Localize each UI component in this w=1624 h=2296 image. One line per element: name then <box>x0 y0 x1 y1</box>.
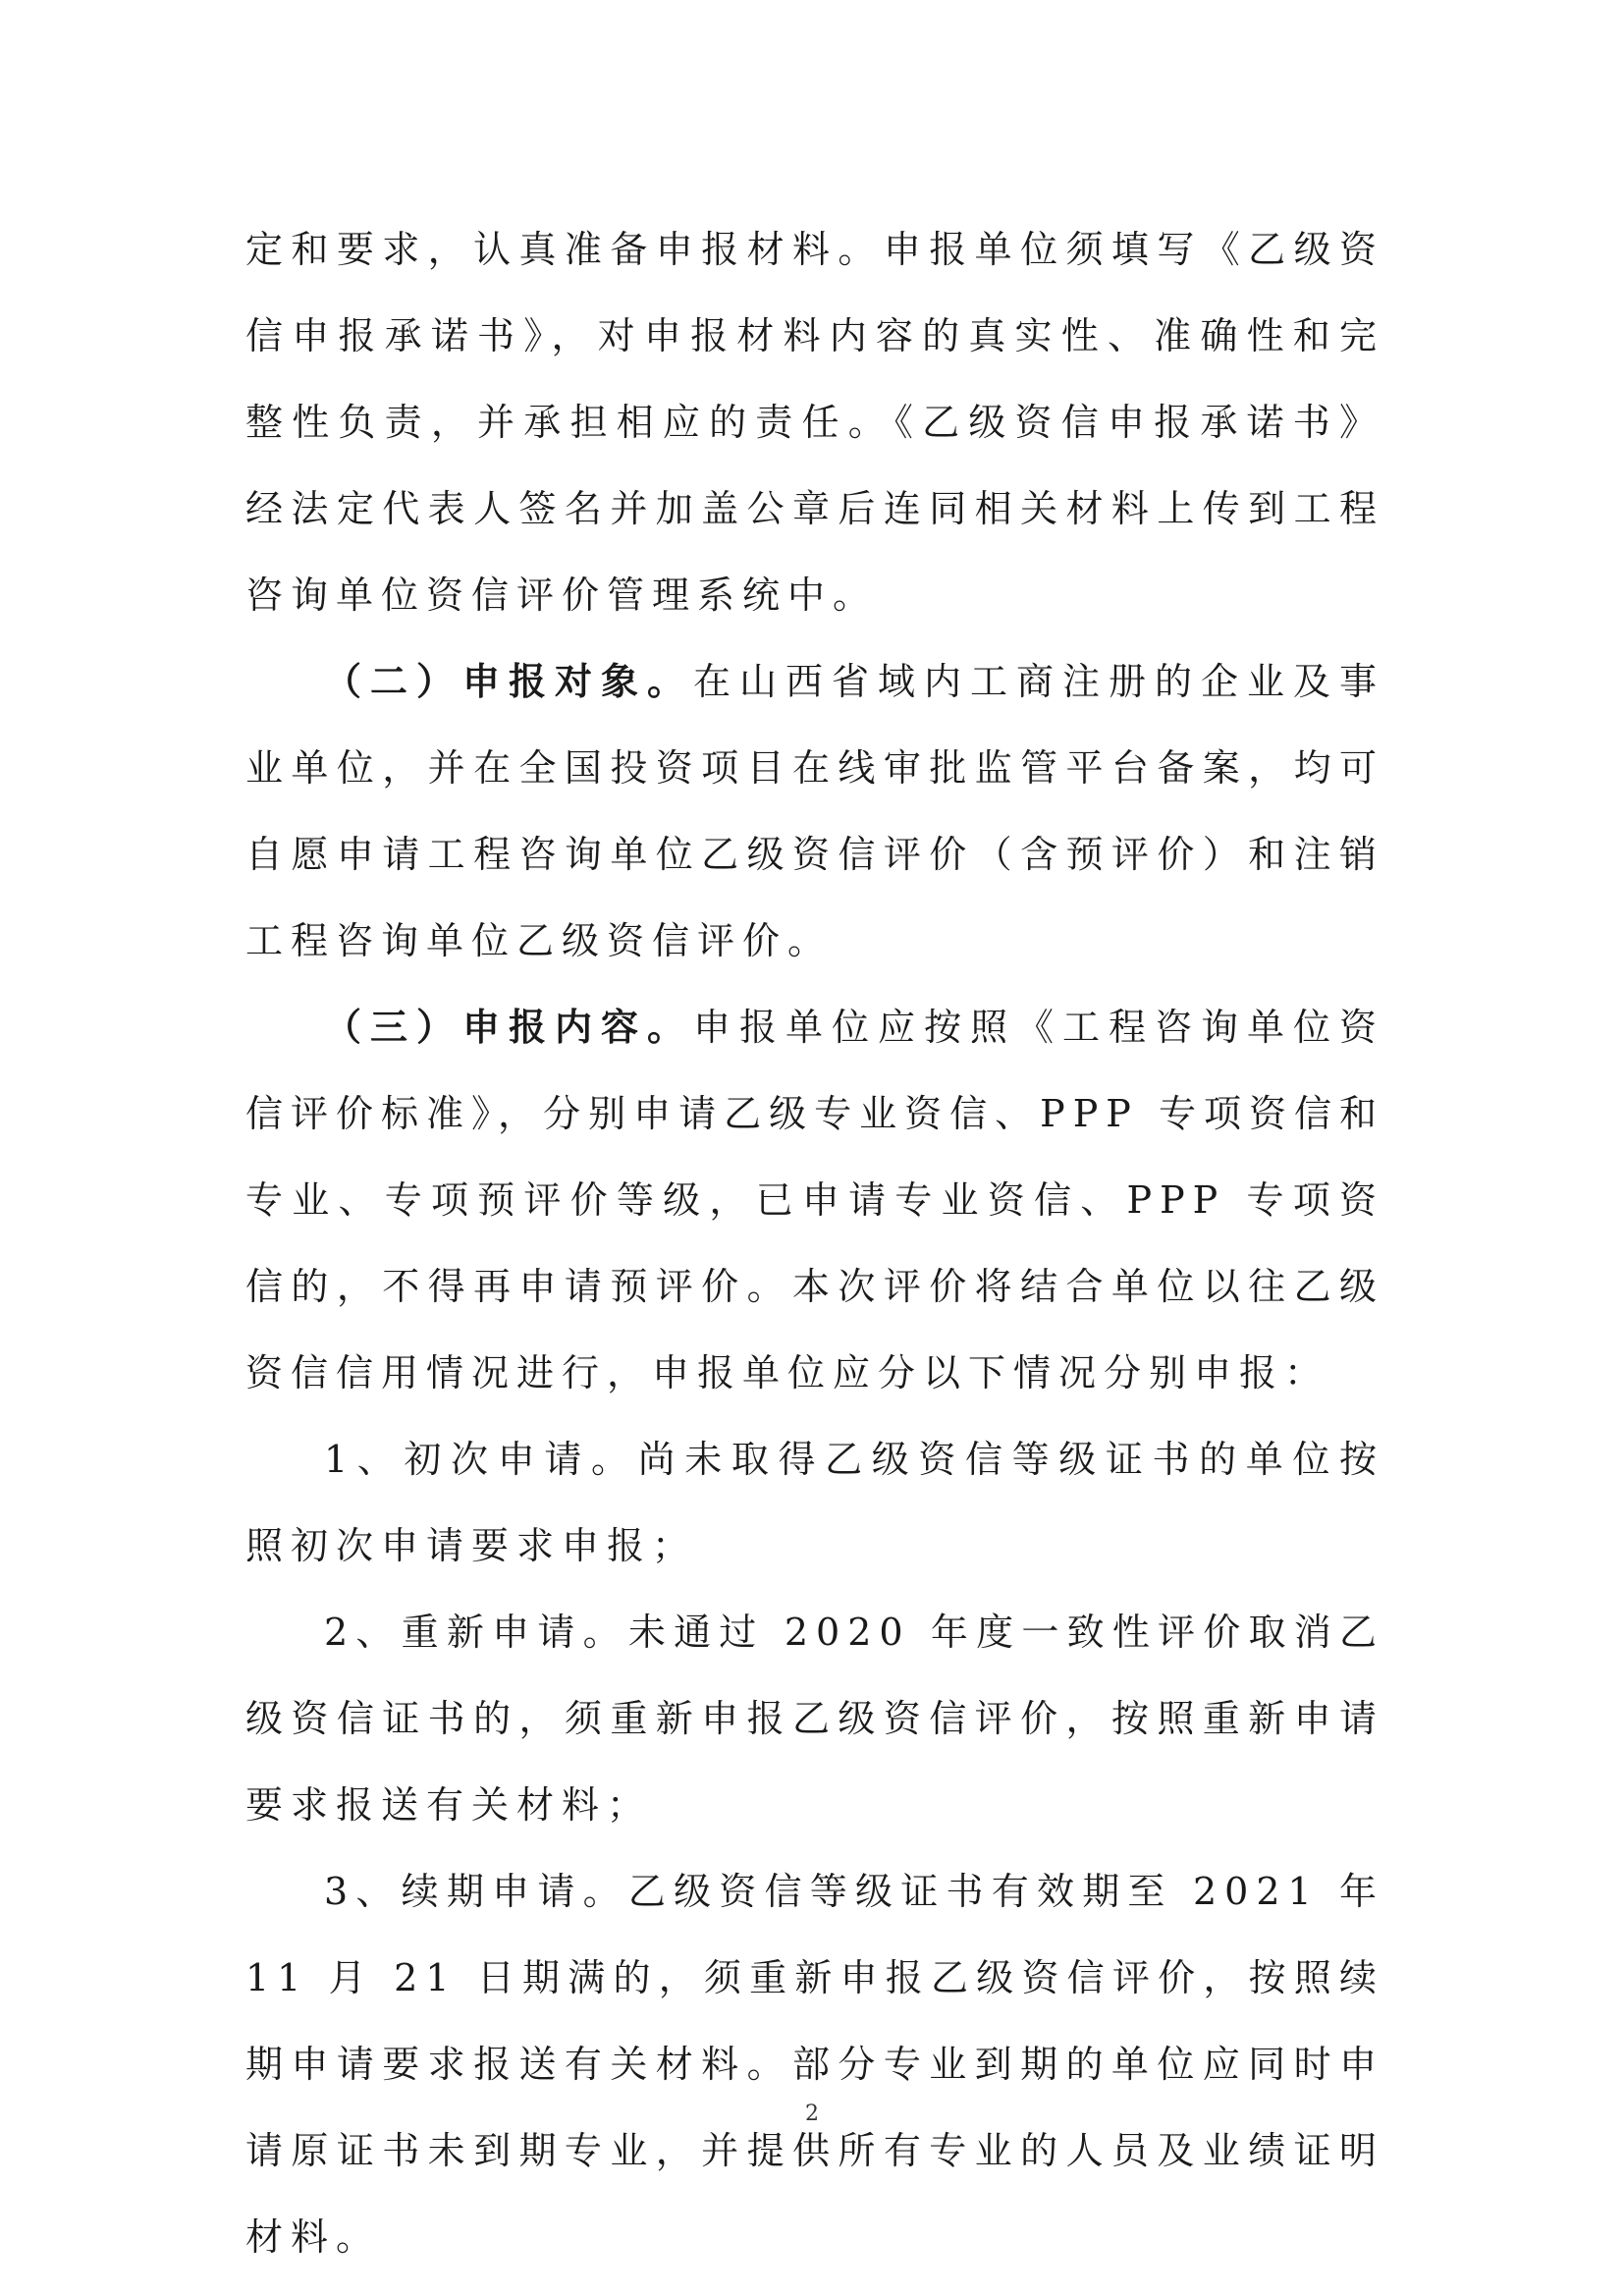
paragraph-application-target <box>245 638 1384 984</box>
paragraph-text: 1、初次申请。尚未取得乙级资信等级证书的单位按照初次申请要求申报； <box>245 1438 1384 1567</box>
section-heading: （三）申报内容。 <box>324 1005 693 1049</box>
paragraph-text: 3、续期申请。乙级资信等级证书有效期至 2021 年 11 月 21 日期满的，须重新申报乙级资信评价，按照续期申请要求报送有关材料。部分专业到期的单位应同时申请原证书未到期专业，并提供所有专业的人员及业绩证明材料。 <box>245 1870 1384 2259</box>
section-heading: （二）申报对象。 <box>324 659 693 703</box>
paragraph-initial-application <box>245 1416 1384 1589</box>
paragraph-reapplication <box>245 1589 1384 1848</box>
paragraph-application-content <box>245 984 1384 1416</box>
paragraph-text: 在山西省域内工商注册的企业及事业单位，并在全国投资项目在线审批监管平台备案，均可自愿申请工程咨询单位乙级资信评价（含预评价）和注销工程咨询单位乙级资信评价。 <box>245 660 1384 962</box>
paragraph-continuation <box>245 206 1384 638</box>
paragraph-renewal-application <box>245 1848 1384 2280</box>
paragraph-text: 定和要求，认真准备申报材料。申报单位须填写《乙级资信申报承诺书》，对申报材料内容的真实性、准确性和完整性负责，并承担相应的责任。《乙级资信申报承诺书》经法定代表人签名并加盖公章后连同相关材料上传到工程咨询单位资信评价管理系统中。 <box>245 228 1384 617</box>
paragraph-text: 2、重新申请。未通过 2020 年度一致性评价取消乙级资信证书的，须重新申报乙级资信评价，按照重新申请要求报送有关材料； <box>245 1611 1384 1827</box>
document-body <box>245 206 1384 2280</box>
page-number: 2 <box>805 2102 819 2126</box>
paragraph-text: 申报单位应按照《工程咨询单位资信评价标准》，分别申请乙级专业资信、PPP 专项资信和专业、专项预评价等级，已申请专业资信、PPP 专项资信的，不得再申请预评价。本次评价将结合单位以往乙级资信信用情况进行，申报单位应分以下情况分别申报： <box>245 1006 1384 1394</box>
